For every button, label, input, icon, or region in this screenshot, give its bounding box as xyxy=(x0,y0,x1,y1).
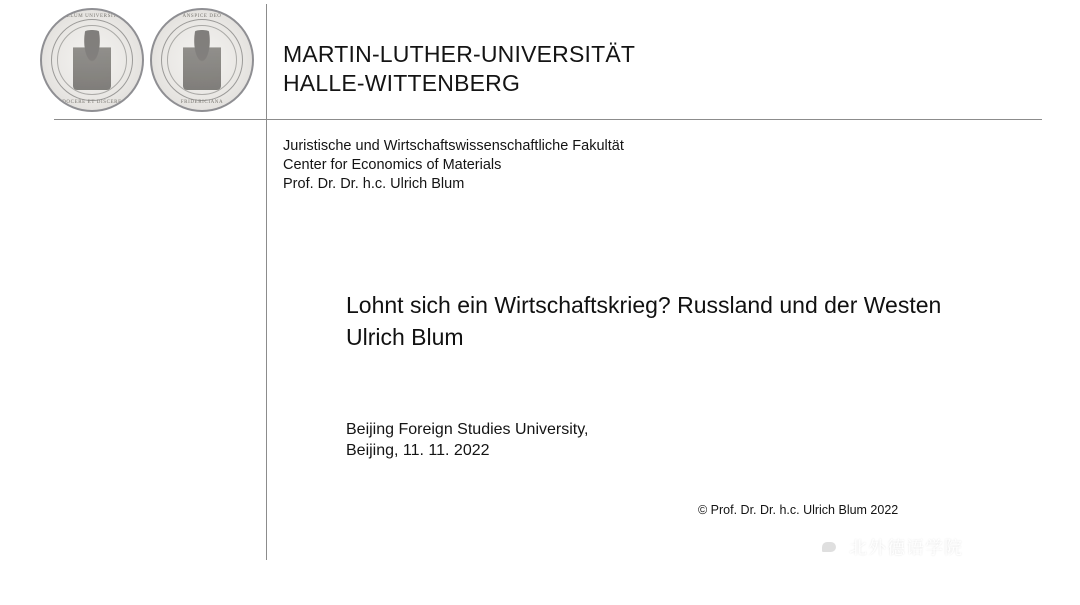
faculty-name: Juristische und Wirtschaftswissenschaftliche Fakultät xyxy=(283,138,624,154)
university-name xyxy=(283,40,635,98)
center-name: Center for Economics of Materials xyxy=(283,157,502,173)
vertical-divider xyxy=(266,4,267,560)
watermark-text: 北外德语学院 xyxy=(849,538,963,559)
horizontal-divider xyxy=(54,119,1042,120)
university-name-line-2: HALLE-WITTENBERG xyxy=(283,70,521,96)
copyright-notice: © Prof. Dr. Dr. h.c. Ulrich Blum 2022 xyxy=(698,503,899,517)
title-block xyxy=(346,289,946,353)
venue-block xyxy=(346,419,588,461)
seal-right-figure xyxy=(183,30,221,90)
seal-left-legend-top: SIGILLUM UNIVERSITATIS xyxy=(54,14,130,19)
presentation-author: Ulrich Blum xyxy=(346,324,464,350)
seal-right-legend-bottom: FRIDERICIANA xyxy=(180,100,224,105)
venue-date: Beijing, 11. 11. 2022 xyxy=(346,442,490,459)
university-name-line-1: MARTIN-LUTHER-UNIVERSITÄT xyxy=(283,41,636,67)
professor-name: Prof. Dr. Dr. h.c. Ulrich Blum xyxy=(283,176,465,192)
seal-left-icon xyxy=(40,8,144,112)
watermark xyxy=(817,534,963,560)
faculty-block xyxy=(283,137,624,194)
seal-right-icon xyxy=(150,8,254,112)
seal-left-figure xyxy=(73,30,111,90)
university-seals xyxy=(40,6,262,116)
venue-institution: Beijing Foreign Studies University, xyxy=(346,421,589,438)
seal-left-legend-bottom: DOCERE ET DISCERE xyxy=(62,100,122,105)
wechat-logo-icon xyxy=(817,535,841,559)
presentation-title: Lohnt sich ein Wirtschaftskrieg? Russland und der Westen xyxy=(346,292,942,318)
seal-right-legend-top: ANSPICE DEO xyxy=(182,14,222,19)
